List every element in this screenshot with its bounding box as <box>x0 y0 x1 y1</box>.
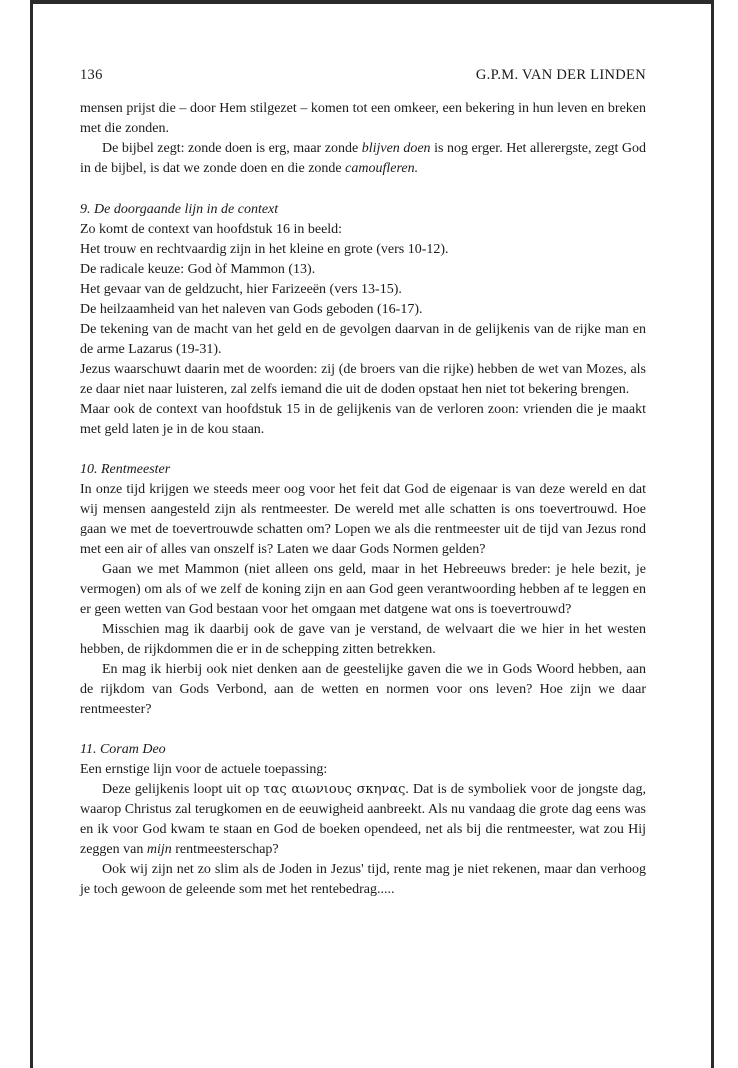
section-11-lead: Een ernstige lijn voor de actuele toepassing: <box>80 762 328 777</box>
section-9-line: Zo komt de context van hoofdstuk 16 in beeld: <box>80 222 343 237</box>
section-9-line: De radicale keuze: God òf Mammon (13). <box>80 262 316 277</box>
intro-p2-text-b: is nog erger. Het allerergste, zegt God in de bijbel, is dat we zonde doen en die zonde <box>80 141 647 176</box>
intro-p2-emphasis-1: blijven doen <box>361 141 431 156</box>
intro-p2-emphasis-2: camoufleren. <box>345 161 419 176</box>
scan-border-top <box>30 0 714 4</box>
page-header <box>80 65 646 87</box>
section-9-line: Het trouw en rechtvaardig zijn in het kleine en grote (vers 10-12). <box>80 242 449 257</box>
intro-paragraph-2 <box>80 139 646 179</box>
section-11-title: 11. Coram Deo <box>80 742 166 757</box>
section-10-title: 10. Rentmeester <box>80 462 171 477</box>
intro-p2-text-a: De bijbel zegt: zonde doen is erg, maar zonde <box>102 141 362 156</box>
scan-border-right <box>711 0 714 1068</box>
running-title: G.P.M. VAN DER LINDEN <box>475 67 646 83</box>
section-11-paragraph-2: Ook wij zijn net zo slim als de Joden in Jezus' tijd, rente mag je niet rekenen, maar dan verhoog je toch gewoon de geleende som met het rentebedrag..... <box>80 862 646 897</box>
section-9-line: Jezus waarschuwt daarin met de woorden: zij (de broers van die rijke) hebben de wet van Mozes, als ze daar niet naar luisteren, zal zelfs iemand die uit de doden opstaat hen niet tot bekering brengen. <box>80 362 646 397</box>
section-11-paragraph-1 <box>80 780 646 860</box>
section-11-p1-text-c: rentmeesterschap? <box>171 842 279 857</box>
intro-paragraph-1: mensen prijst die – door Hem stilgezet – komen tot een omkeer, een bekering in hun leven en breken met die zonden. <box>80 101 646 136</box>
section-9-line: Maar ook de context van hoofdstuk 15 in de gelijkenis van de verloren zoon: vrienden die je maakt met geld laten je in de kou staan. <box>80 402 646 437</box>
section-10-paragraph-2: Gaan we met Mammon (niet alleen ons geld, maar in het Hebreeuws breder: je hele bezit, je vermogen) om als of we zelf de koning zijn en aan God geen verantwoording hebben af te leggen en er geen wetten van God bestaan voor het omgaan met datgene wat ons is toevertrouwd? <box>80 562 646 617</box>
greek-phrase: τας αιωνιους σκηνας <box>263 782 406 797</box>
scan-border-left <box>30 0 33 1068</box>
page-number: 136 <box>80 67 103 83</box>
section-9-title: 9. De doorgaande lijn in de context <box>80 202 279 217</box>
section-10-paragraph-1: In onze tijd krijgen we steeds meer oog voor het feit dat God de eigenaar is van deze wereld en dat wij mensen aangesteld zijn als rentmeester. De wereld met alle schatten is ons toevertrouwd. Hoe gaan we met de toevertrouwde schatten om? Lopen we als die rentmeester uit de tijd van Jezus rond met een air of alles van onszelf is? Laten we daar Gods Normen gelden? <box>80 482 646 557</box>
section-10-paragraph-4: En mag ik hierbij ook niet denken aan de geestelijke gaven die we in Gods Woord hebben, aan de rijkdom van Gods Verbond, aan de wetten en normen voor ons leven? Hoe zijn we daar rentmeester? <box>80 662 646 717</box>
section-11-p1-text-b: . Dat is de symboliek voor de jongste dag, waarop Christus zal terugkomen en de eeuwigheid aanbreekt. Als nu vandaag die grote dag eens was en ik voor God kwam te staan en God de boeken opendeed, net als bij die rentmeester, wat zou Hij zeggen van <box>80 782 646 857</box>
section-9-line: De tekening van de macht van het geld en de gevolgen daarvan in de gelijkenis van de rijke man en de arme Lazarus (19-31). <box>80 322 646 357</box>
section-10-paragraph-3: Misschien mag ik daarbij ook de gave van je verstand, de welvaart die we hier in het westen hebben, de rijkdommen die er in de schepping zitten betrekken. <box>80 622 646 657</box>
section-9-line: De heilzaamheid van het naleven van Gods geboden (16-17). <box>80 302 423 317</box>
section-11-p1-text-a: Deze gelijkenis loopt uit op <box>102 782 264 797</box>
section-9-line: Het gevaar van de geldzucht, hier Farizeeën (vers 13-15). <box>80 282 402 297</box>
section-9-body <box>80 220 646 440</box>
section-11-p1-emphasis: mijn <box>146 842 172 857</box>
document-page <box>80 65 646 900</box>
